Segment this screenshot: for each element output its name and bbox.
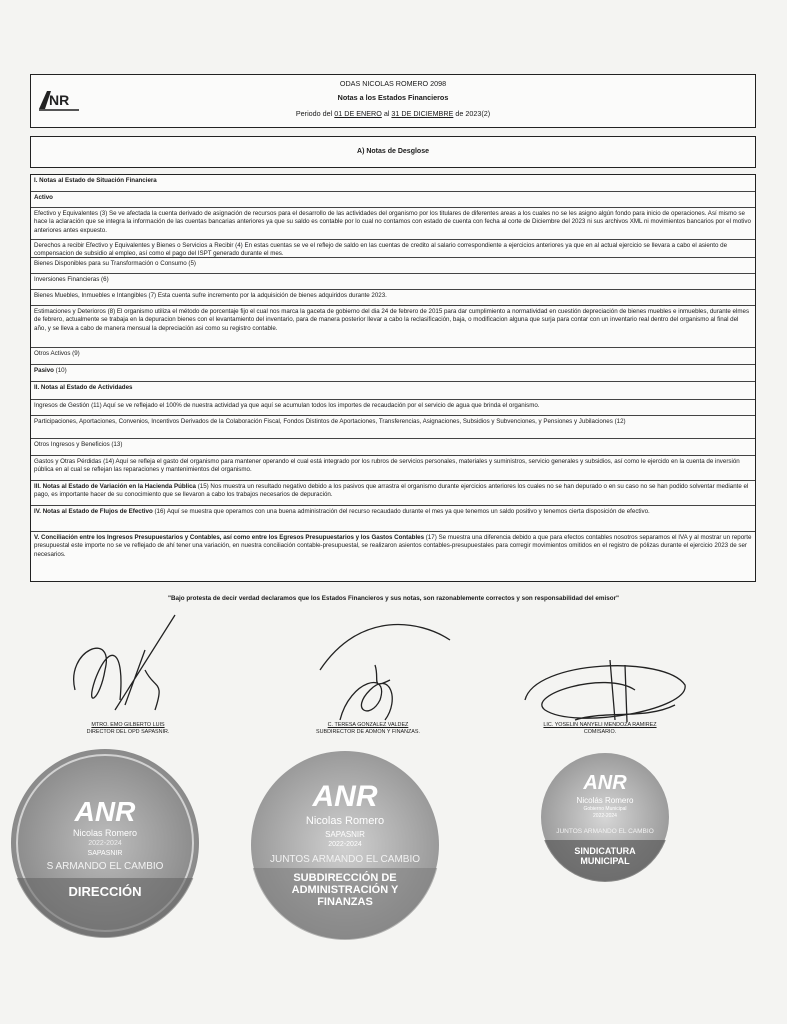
stamp-motto: JUNTOS ARMANDO EL CAMBIO [556, 828, 654, 835]
note-body: Bienes Disponibles para su Transformación o Consumo (5) [34, 260, 196, 267]
signer-name: C. TERESA GONZALEZ VALDEZ [327, 722, 409, 728]
note-row [31, 505, 755, 531]
note-row [31, 239, 755, 257]
entity-name: ODAS NICOLAS ROMERO 2098 [339, 79, 447, 88]
stamp-subdireccion [250, 750, 440, 940]
note-heading: Activo [34, 194, 53, 201]
stamp-logo: ANR [74, 796, 136, 827]
document-title: Notas a los Estados Financieros [337, 93, 449, 102]
stamp-sindicatura [540, 752, 670, 882]
note-row [31, 305, 755, 347]
note-heading: Pasivo [34, 367, 54, 374]
section-header [30, 136, 756, 168]
note-body: Efectivo y Equivalentes (3) Se ve afectada la cuenta derivado de asignación de recursos para el desarrollo de las actividades del organismo por los titulares de diferentes areas a los cuales no se les asigno algún fondo para inicio de operaciones. Así mismo se hace la aclaración que se integra la información de las cuentas bancarias anteriores ya que su saldo es contable por lo cual no contamos con estado de cuenta con fecha al corte de Diciembre del 2023 ni sus archivos XML ni movimientos bancarios por el motivo anteriores antes expuesto. [34, 210, 751, 234]
signature-scribble-1-icon [55, 610, 205, 730]
note-heading: I. Notas al Estado de Situación Financiera [34, 177, 157, 184]
stamp-motto: S ARMANDO EL CAMBIO [46, 861, 164, 872]
note-row [31, 455, 755, 480]
note-row [31, 438, 755, 455]
signer-name: LIC. YOSELIN NANYELI MENDOZA RAMIREZ [543, 722, 657, 728]
note-row [31, 415, 755, 438]
period-start: 01 DE ENERO [334, 109, 382, 118]
document-header [30, 74, 756, 128]
note-body: Otros Activos (9) [34, 350, 80, 357]
notes-table [30, 174, 756, 582]
note-body: Gastos y Otras Pérdidas (14) Aquí se refleja el gasto del organismo para mantener operando el cual está integrado por los rubros de servicios personales, materiales y suministros, servicio generales y subsidios, así como le ejercido en la cuenta de inversión pública en al cual se reflejan las reparaciones y mantenimientos del organismo. [34, 458, 740, 474]
note-body: Estimaciones y Deterioros (8) El organismo utiliza el método de porcentaje fijo el cual nos marca la gaceta de gobierno del dia 24 de febrero de 2015 para dar cumplimiento a normatividad en cuestión depreciación de bienes muebles e inmuebles, durante elmes de febrero, actualmente se trabaja en la depuracion bienes con el levantamiento del inventario, para de manera posterior llevar a cabo la reclasificación, baja, o modificacion alguna que surja para contar con un inventario real dentro del organismo al final del año, y se lleva a cabo de manera mensual la depreciación asi como su registro contable. [34, 308, 750, 332]
declaration-text: "Bajo protesta de decir verdad declaramos que los Estados Financieros y sus notas, son razonablemente correctos y son responsabilidad del emisor" [167, 595, 620, 602]
signer-name: MTRO. EMO GILBERTO LUIS [91, 722, 165, 728]
stamp-motto: JUNTOS ARMANDO EL CAMBIO [269, 854, 421, 865]
signer-role: DIRECTOR DEL OPD SAPASNIR. [86, 729, 170, 735]
note-body: Bienes Muebles, Inmuebles e Intangibles (7) Esta cuenta sufre incremento por la adquisición de bienes adquiridos durante 2023. [34, 292, 387, 299]
note-row [31, 289, 755, 305]
stamp-org: SAPASNIR [87, 850, 123, 857]
stamp-direccion [10, 748, 200, 938]
note-row [31, 480, 755, 505]
stamp-brand: Nicolás Romero [576, 796, 634, 805]
period-end: 31 DE DICIEMBRE [391, 109, 454, 118]
note-body: (15) Nos muestra un resultado negativo debido a los pasivos que arrastra el organismo durante ejercicios anteriores los cuales no se han depurado o en su caso no se han podido solventar mediante el pago, es importante hacer de su conocimiento que se llevaron a cabo los trabajos necesarios de depuración. [34, 483, 749, 499]
note-row [31, 347, 755, 364]
note-row [31, 399, 755, 415]
note-row [31, 364, 755, 381]
signer-role: SUBDIRECTOR DE ADMON Y FINANZAS. [316, 729, 420, 735]
stamp-unit: SINDICATURA MUNICIPAL [574, 846, 636, 866]
note-heading: IV. Notas al Estado de Flujos de Efectivo [34, 508, 153, 515]
stamp-unit: SUBDIRECCIÓN DE ADMINISTRACIÓN Y FINANZAS [291, 872, 399, 908]
signature-scribble-2-icon [300, 610, 460, 730]
note-row [31, 273, 755, 289]
note-body: (16) Aquí se muestra que operamos con una buena administración del recurso recaudado durante el mes ya que tenemos un saldo positivo y tenemos cierta disposición de efectivo. [152, 508, 650, 515]
period-line [31, 109, 755, 118]
period-mid: al [383, 109, 390, 118]
note-heading: II. Notas al Estado de Actividades [34, 384, 133, 391]
section-title: A) Notas de Desglose [357, 148, 429, 155]
note-row [31, 191, 755, 207]
note-body: Inversiones Financieras (6) [34, 276, 109, 283]
note-body: Otros Ingresos y Beneficios (13) [34, 441, 123, 448]
note-row [31, 207, 755, 239]
note-row [31, 381, 755, 399]
note-body: Derechos a recibir Efectivo y Equivalentes y Bienes o Servicios a Recibir (4) En estas cuentas se ve el reflejo de saldo en las cuentas de credito al salario correspondiente a ejercicios anteriores ya que en al actual ejercicio se llevara a cabo el asiento de compensacion de subsidio al empleo, así como el pago del ISPT generado durante el mes. [34, 242, 728, 257]
svg-text:NR: NR [49, 92, 70, 108]
note-row [31, 257, 755, 273]
signature-block-subdirector [288, 722, 448, 736]
stamp-logo: ANR [583, 772, 627, 794]
stamp-unit: DIRECCIÓN [68, 884, 142, 899]
note-heading: V. Conciliación entre los Ingresos Presupuestarios y Contables, así como entre los Egresos Presupuestarios y los Gastos Contables [34, 534, 425, 541]
stamp-org: SAPASNIR [325, 830, 365, 839]
stamp-logo: ANR [312, 780, 378, 813]
note-body: (10) [53, 367, 67, 374]
period-prefix: Periodo del [295, 109, 333, 118]
period-suffix: de 2023(2) [455, 109, 491, 118]
note-heading: III. Notas al Estado de Variación en la Hacienda Pública [34, 483, 196, 490]
stamp-brand: Nicolas Romero [72, 828, 138, 838]
note-body: (17) Se muestra una diferencia debido a que para efectos contables nosotros separamos el IVA y al mostrar un reporte presupuestal este importe no se ve reflejado de ahí tener una variación, en nuestra conciliación contable-presupuestal, se realizaron asientos contables-presupuestales para corregir movimientos omitidos en el registro de pólizas durante el ejercicio 2023 de ser necesarios. [34, 534, 752, 558]
stamp-years: 2022-2024 [88, 840, 122, 847]
note-body: Ingresos de Gestión (11) Aquí se ve reflejado el 100% de nuestra actividad ya que aquí se acumulan todos los importes de recaudación por el servicio de agua que brinda el organismo. [34, 402, 540, 409]
signature-block-comisario [510, 722, 690, 736]
stamp-sub: Gobierno Municipal [583, 806, 627, 812]
signer-role: COMISARIO. [583, 729, 617, 735]
note-row [31, 531, 755, 583]
stamp-years: 2022-2024 [328, 841, 362, 848]
note-body: Participaciones, Aportaciones, Convenios, Incentivos Derivados de la Colaboración Fiscal, Fondos Distintos de Aportaciones, Transferencias, Asignaciones, Subsidios y Subvenciones, y Pensiones y Jubilaciones (12) [34, 418, 626, 425]
note-row [31, 175, 755, 191]
stamp-years: 2022-2024 [593, 813, 617, 819]
signature-block-director [48, 722, 208, 736]
stamp-brand: Nicolas Romero [305, 815, 385, 827]
